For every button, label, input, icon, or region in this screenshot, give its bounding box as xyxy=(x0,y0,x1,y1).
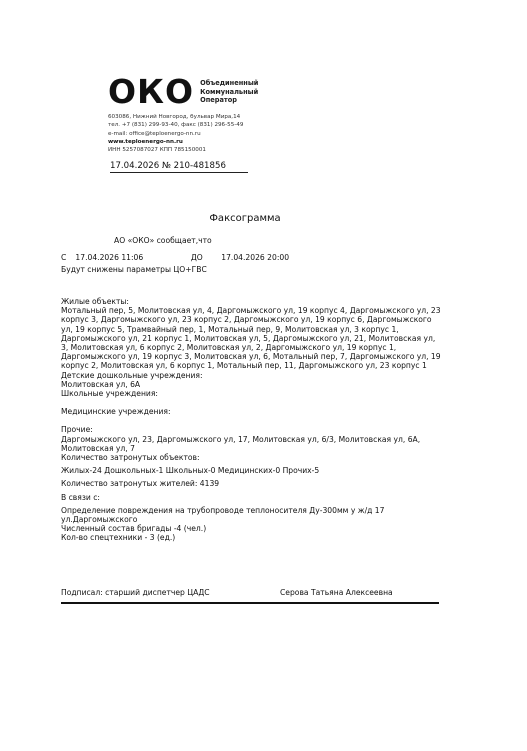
website: www.teploenergo-nn.ru xyxy=(108,138,183,145)
school-label: Школьные учреждения: xyxy=(61,389,158,399)
to-value: 17.04.2026 20:00 xyxy=(221,253,290,262)
other-label: Прочие: xyxy=(61,425,93,435)
signed-by: Подписал: старший диспетчер ЦАДС xyxy=(61,588,210,597)
signature-row xyxy=(61,588,439,597)
equipment-count: Кол-во спецтехники - 3 (ед.) xyxy=(61,533,176,543)
preschool-list: Молитовская ул, 6А xyxy=(61,379,141,389)
from-value: 17.04.2026 11:06 xyxy=(75,253,144,262)
address: 603086, Нижний Новгород, бульвар Мира,14 xyxy=(108,114,241,120)
signature-line xyxy=(61,602,439,604)
document-title: Факсограмма xyxy=(209,213,281,224)
contact-details xyxy=(108,113,268,154)
signer-name: Серова Татьяна Алексеевна xyxy=(280,588,393,597)
company-logo xyxy=(108,74,268,110)
reason-label: В связи с: xyxy=(61,492,100,502)
medical-label: Медицинские учреждения: xyxy=(61,407,171,417)
logo-text: ОКО xyxy=(108,72,195,111)
organization-name-line-2: Коммунальный xyxy=(200,87,259,96)
details-block xyxy=(61,297,441,543)
phone-fax: тел. +7 (831) 299-93-40, факс (831) 296-55-49 xyxy=(108,122,244,129)
time-period xyxy=(61,254,289,263)
organization-name xyxy=(200,79,258,105)
residential-list: Мотальный пер, 5, Молитовская ул, 4, Даргомыжского ул, 19 корпус 4, Даргомыжского ул, 23 корпус 3, Даргомыжского ул, 23 корпус 2, Даргомыжского ул, 19 корпус 6, Даргомыжского ул, 19 корпус 5, Трамвайный пер, 1, Мотальный пер, 9, Молитовская ул, 3 корпус 1, Даргомыжского ул, 21 корпус 1, Молитовская ул, 5, Даргомыжского ул, 21, Молитовская ул, 3, Молитовская ул, 6 корпус 2, Молитовская ул, 2, Даргомыжского ул, 19 корпус 1, Даргомыжского ул, 19 корпус 3, Молитовская ул, 6, Мотальный пер, 7, Даргомыжского ул, 19 корпус 2, Молитовская ул, 6 корпус 1, Мотальный пер, 11, Даргомыжского ул, 23 корпус 1 xyxy=(61,306,441,371)
affected-count-breakdown: Жилых-24 Дошкольных-1 Школьных-0 Медицинских-0 Прочих-5 xyxy=(61,466,320,476)
other-list: Даргомыжского ул, 23, Даргомыжского ул, 17, Молитовская ул, 6/3, Молитовская ул, 6А, Молитовская ул, 7 xyxy=(61,434,421,453)
crew-size: Численный состав бригады -4 (чел.) xyxy=(61,524,207,534)
registration-number: 17.04.2026 № 210-481856 xyxy=(110,161,248,173)
organization-name-line-1: Объединенный xyxy=(200,79,259,88)
organization-name-line-3: Оператор xyxy=(200,96,237,105)
reason-text: Определение повреждения на трубопроводе теплоносителя Ду-300мм у ж/д 17 ул.Даргомыжского xyxy=(61,505,385,525)
affected-residents: Количество затронутых жителей: 4139 xyxy=(61,479,220,489)
parameters-notice: Будут снижены параметры ЦО+ГВС xyxy=(61,265,207,274)
affected-count-label: Количество затронутых объектов: xyxy=(61,453,200,463)
email: e-mail: office@teploenergo-nn.ru xyxy=(108,130,201,137)
intro-text: АО «ОКО» сообщает,что xyxy=(114,236,212,245)
tax-ids: ИНН 5257087027 КПП 785150001 xyxy=(108,147,206,154)
to-label: ДО xyxy=(190,253,203,262)
preschool-label: Детские дошкольные учреждения: xyxy=(61,370,203,380)
from-label: С xyxy=(61,253,67,262)
residential-label: Жилые объекты: xyxy=(61,297,129,306)
letterhead xyxy=(108,74,268,154)
